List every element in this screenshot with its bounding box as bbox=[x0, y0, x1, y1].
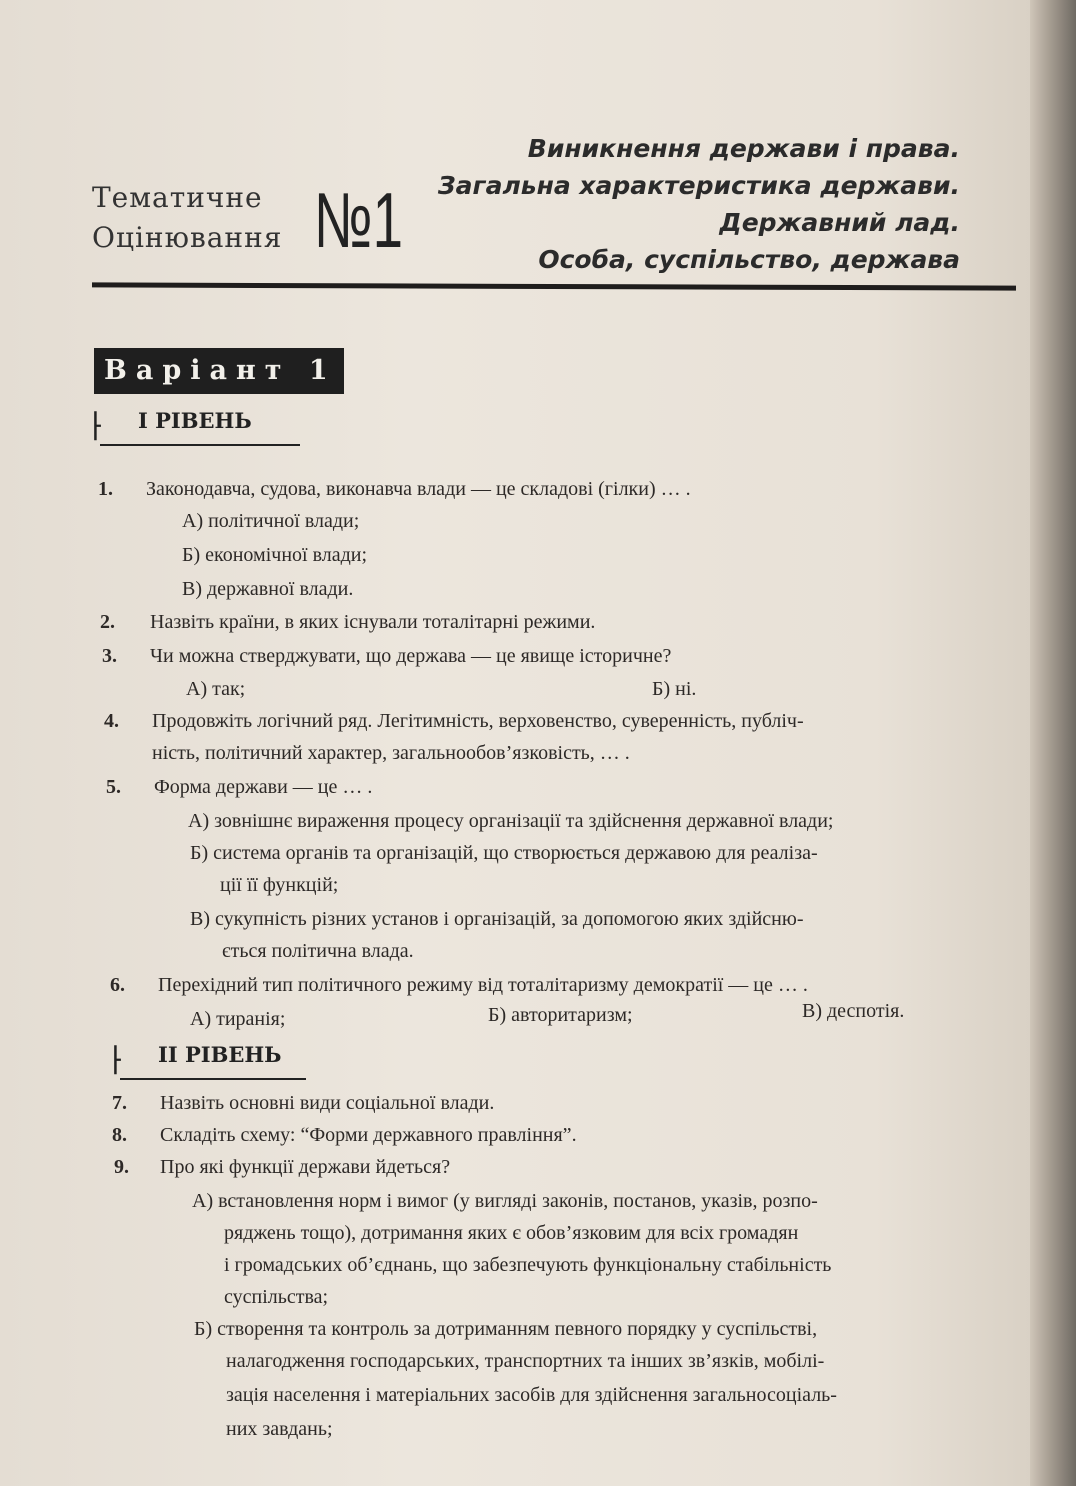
assessment-label bbox=[92, 178, 282, 258]
topic-line-1: Виникнення держави і права. bbox=[527, 134, 960, 163]
level-1-underline bbox=[100, 444, 300, 446]
answer-option: Б) авторитаризм; bbox=[488, 1004, 633, 1026]
answer-option: А) тиранія; bbox=[190, 1008, 286, 1030]
question-text: ність, політичний характер, загальнообов’язковість, … . bbox=[152, 742, 630, 764]
topic-line-2: Загальна характеристика держави. bbox=[437, 171, 960, 200]
question-number: 1. bbox=[98, 478, 113, 500]
header-rule bbox=[92, 282, 1016, 290]
answer-option-continued: ряджень тощо), дотримання яких є обов’язковим для всіх громадян bbox=[224, 1222, 799, 1244]
topic-title bbox=[438, 130, 960, 278]
question-number: 2. bbox=[100, 611, 115, 633]
answer-option-continued: ції її функцій; bbox=[220, 874, 339, 896]
topic-line-4: Особа, суспільство, держава bbox=[538, 245, 960, 274]
question-text: Назвіть основні види соціальної влади. bbox=[160, 1092, 495, 1114]
question-text: Про які функції держави йдеться? bbox=[160, 1156, 451, 1178]
book-spine-shadow bbox=[1030, 0, 1076, 1486]
question-text: Форма держави — це … . bbox=[154, 776, 373, 798]
answer-option-continued: і громадських об’єднань, що забезпечують функціональну стабільність bbox=[224, 1254, 832, 1276]
question-text: Перехідний тип політичного режиму від тоталітаризму демократії — це … . bbox=[158, 974, 808, 996]
answer-option: В) деспотія. bbox=[802, 1000, 905, 1022]
answer-option: Б) економічної влади; bbox=[182, 544, 368, 566]
question-text: Продовжіть логічний ряд. Легітимність, верховенство, суверенність, публіч- bbox=[152, 710, 804, 732]
question-number: 8. bbox=[112, 1124, 127, 1146]
answer-option-continued: них завдань; bbox=[226, 1418, 333, 1440]
question-number: 3. bbox=[102, 645, 117, 667]
answer-option: А) так; bbox=[186, 678, 246, 700]
answer-option-continued: зація населення і матеріальних засобів для здійснення загальносоціаль- bbox=[226, 1384, 837, 1406]
level-2-title: ІІ РІВЕНЬ bbox=[158, 1042, 282, 1067]
level-1-title: І РІВЕНЬ bbox=[138, 408, 252, 433]
question-number: 6. bbox=[110, 974, 125, 996]
assessment-label-line2: Оцінювання bbox=[92, 221, 283, 254]
question-text: Законодавча, судова, виконавча влади — це складові (гілки) … . bbox=[146, 478, 691, 500]
answer-option-continued: ється політична влада. bbox=[222, 940, 414, 962]
answer-option-continued: налагодження господарських, транспортних та інших зв’язків, мобілі- bbox=[226, 1350, 825, 1372]
assessment-label-line1: Тематичне bbox=[92, 181, 263, 214]
level-2-underline bbox=[120, 1078, 306, 1080]
bracket-arrow-icon: ⸠ bbox=[110, 1041, 126, 1074]
variant-badge: Варіант 1 bbox=[94, 348, 344, 394]
assessment-number: №1 bbox=[314, 176, 403, 264]
answer-option-continued: суспільства; bbox=[224, 1286, 329, 1308]
answer-option: А) політичної влади; bbox=[182, 510, 360, 532]
topic-line-3: Державний лад. bbox=[719, 208, 960, 237]
bracket-arrow-icon: ⸠ bbox=[90, 407, 106, 440]
answer-option: В) сукупність різних установ і організацій, за допомогою яких здійсню- bbox=[190, 908, 804, 930]
answer-option: Б) ні. bbox=[652, 678, 697, 700]
question-number: 4. bbox=[104, 710, 119, 732]
question-number: 9. bbox=[114, 1156, 129, 1178]
question-text: Складіть схему: “Форми державного правління”. bbox=[160, 1124, 577, 1146]
question-text: Назвіть країни, в яких існували тоталітарні режими. bbox=[150, 611, 596, 633]
answer-option: В) державної влади. bbox=[182, 578, 354, 600]
answer-option: А) встановлення норм і вимог (у вигляді законів, постанов, указів, розпо- bbox=[192, 1190, 818, 1212]
question-number: 7. bbox=[112, 1092, 127, 1114]
answer-option: Б) створення та контроль за дотриманням певного порядку у суспільстві, bbox=[194, 1318, 818, 1340]
question-number: 5. bbox=[106, 776, 121, 798]
answer-option: Б) система органів та організацій, що створюється державою для реаліза- bbox=[190, 842, 818, 864]
question-text: Чи можна стверджувати, що держава — це явище історичне? bbox=[150, 645, 672, 667]
answer-option: А) зовнішнє вираження процесу організації та здійснення державної влади; bbox=[188, 810, 834, 832]
